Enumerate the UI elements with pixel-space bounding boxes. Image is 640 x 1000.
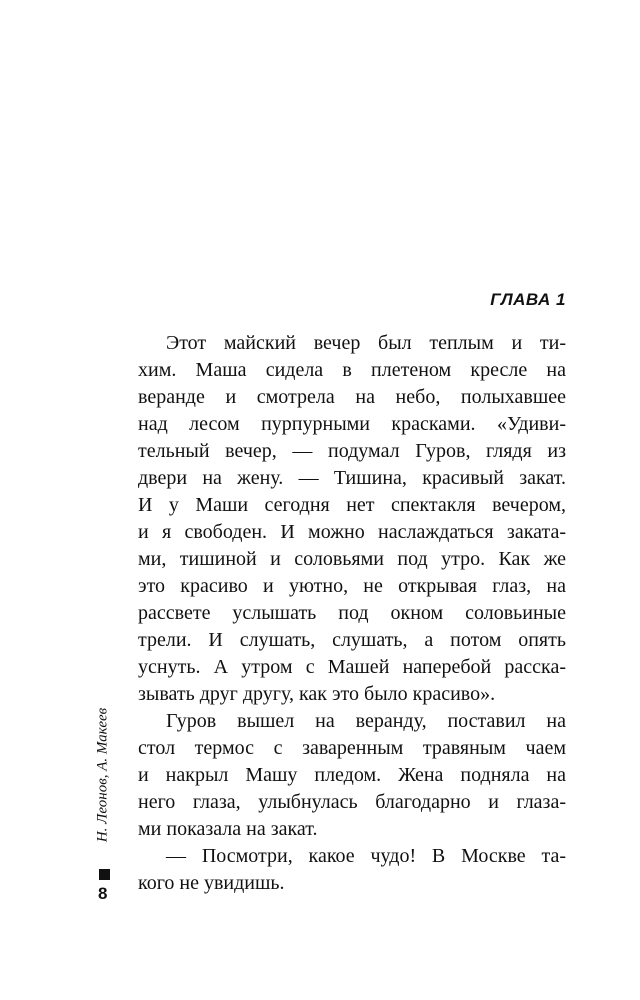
text-line: ми, тишиной и соловьями под утро. Как же [138,548,566,570]
text-line: тельный вечер, — подумал Гуров, глядя из [138,440,566,462]
text-line: и я свободен. И можно наслаждаться заката- [138,521,566,543]
text-line: и накрыл Машу пледом. Жена подняла на [138,764,566,786]
text-line: трели. И слушать, слушать, а потом опять [138,629,566,651]
text-line: веранде и смотрела на небо, полыхавшее [138,386,566,408]
text-line: И у Маши сегодня нет спектакля вечером, [138,494,566,516]
text-line: над лесом пурпурными красками. «Удиви- [138,413,566,435]
body-text [138,330,566,897]
text-line: — Посмотри, какое чудо! В Москве та- [166,845,566,867]
text-line: зывать друг другу, как это было красиво». [138,683,496,705]
text-line: Гуров вышел на веранду, поставил на [166,710,566,732]
text-line: стол термос с заваренным травяным чаем [138,737,566,759]
text-line: двери на жену. — Тишина, красивый закат. [138,467,566,489]
text-line: рассвете услышать под окном соловьиные [138,602,566,624]
text-line: это красиво и уютно, не открывая глаз, на [138,575,566,597]
text-line: кого не увидишь. [138,872,285,894]
page-number: 8 [98,884,108,903]
running-head [92,690,114,860]
chapter-heading: ГЛАВА 1 [490,290,566,309]
running-head-text: Н. Леонов, А. Макеев [94,707,111,843]
text-line: ми показала на закат. [138,818,318,840]
text-line: уснуть. А утром с Машей наперебой расска- [138,656,566,678]
page-marker-square [99,869,110,880]
text-line: хим. Маша сидела в плетеном кресле на [138,359,566,381]
text-line: него глаза, улыбнулась благодарно и глаза- [138,791,566,813]
text-line: Этот майский вечер был теплым и ти- [166,332,566,354]
